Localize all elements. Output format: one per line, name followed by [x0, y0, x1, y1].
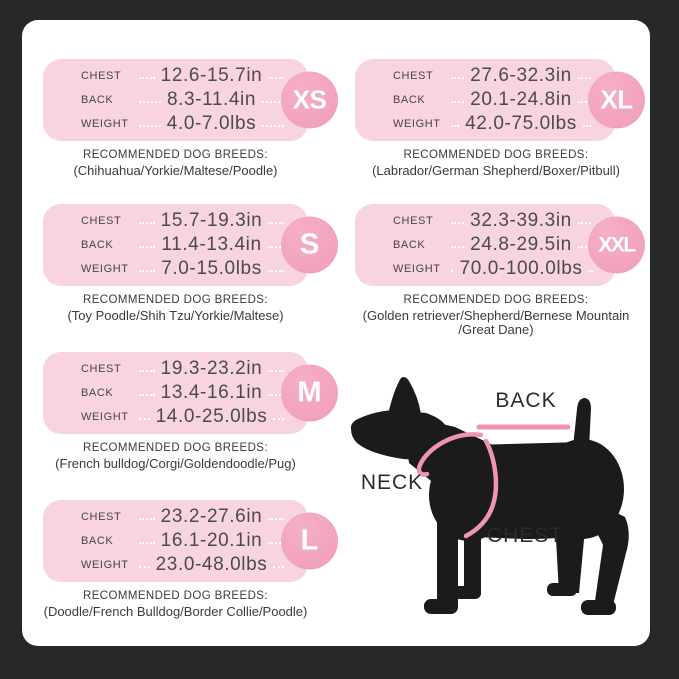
- back-value: 13.4-16.1in: [155, 382, 269, 404]
- weight-label: WEIGHT: [81, 118, 139, 130]
- leader-dots: [139, 566, 150, 568]
- chest-label: CHEST: [81, 215, 139, 227]
- weight-value: 42.0-75.0lbs: [459, 113, 583, 135]
- weight-label: WEIGHT: [81, 263, 139, 275]
- weight-label: WEIGHT: [393, 118, 451, 130]
- leader-dots: [268, 518, 284, 520]
- size-badge-l: L: [281, 513, 338, 570]
- leader-dots: [578, 77, 591, 79]
- chest-value: 15.7-19.3in: [155, 210, 269, 232]
- breeds-block: [27, 293, 324, 323]
- back-row: [393, 90, 591, 111]
- size-card-s: [43, 204, 320, 286]
- chest-label: CHEST: [81, 511, 139, 523]
- size-badge-xl: XL: [588, 72, 645, 129]
- leader-dots: [262, 125, 284, 127]
- weight-label: WEIGHT: [81, 411, 139, 423]
- breeds-list: (Golden retriever/Shepherd/Bernese Mountain /Great Dane): [362, 308, 630, 337]
- back-value: 16.1-20.1in: [155, 530, 269, 552]
- leader-dots: [578, 222, 591, 224]
- chest-label: CHEST: [393, 215, 451, 227]
- back-label: BACK: [81, 535, 139, 547]
- leader-dots: [139, 246, 155, 248]
- weight-value: 14.0-25.0lbs: [150, 406, 274, 428]
- size-card-xl: [355, 59, 633, 141]
- breeds-block: [27, 148, 324, 178]
- size-section-xxl: [355, 204, 635, 337]
- breeds-heading: RECOMMENDED DOG BREEDS:: [83, 442, 268, 454]
- chest-label: CHEST: [81, 70, 139, 82]
- back-row: [81, 235, 284, 256]
- size-badge-m: M: [281, 365, 338, 422]
- leader-dots: [451, 77, 464, 79]
- chest-label: CHEST: [393, 70, 451, 82]
- breeds-list: (Chihuahua/Yorkie/Maltese/Poodle): [73, 163, 278, 178]
- weight-value: 70.0-100.0lbs: [454, 258, 589, 280]
- breeds-block: [347, 148, 645, 178]
- chest-value: 32.3-39.3in: [464, 210, 578, 232]
- size-section-m: [43, 352, 322, 471]
- size-badge-xxl: XXL: [588, 217, 645, 274]
- leader-dots: [139, 542, 155, 544]
- leader-dots: [273, 418, 284, 420]
- back-row: [81, 531, 284, 552]
- breeds-block: [27, 441, 324, 471]
- weight-row: [81, 259, 284, 280]
- weight-value: 7.0-15.0lbs: [155, 258, 268, 280]
- breeds-heading: RECOMMENDED DOG BREEDS:: [83, 590, 268, 602]
- back-label: BACK: [81, 239, 139, 251]
- back-diagram-label: BACK: [495, 389, 557, 412]
- leader-dots: [268, 370, 284, 372]
- leader-dots: [268, 222, 284, 224]
- leader-dots: [268, 270, 284, 272]
- size-badge-s: S: [281, 217, 338, 274]
- leader-dots: [139, 394, 155, 396]
- leader-dots: [273, 566, 284, 568]
- weight-row: [81, 114, 284, 135]
- chest-label: CHEST: [81, 363, 139, 375]
- weight-row: [81, 555, 284, 576]
- breeds-list: (Doodle/French Bulldog/Border Collie/Poodle): [43, 604, 308, 619]
- breeds-list: (French bulldog/Corgi/Goldendoodle/Pug): [55, 456, 296, 471]
- leader-dots: [139, 77, 155, 79]
- leader-dots: [583, 125, 591, 127]
- weight-value: 23.0-48.0lbs: [150, 554, 274, 576]
- weight-row: [81, 407, 284, 428]
- leader-dots: [451, 246, 464, 248]
- back-value: 11.4-13.4in: [155, 234, 267, 256]
- size-card-l: [43, 500, 319, 582]
- breeds-list: (Toy Poodle/Shih Tzu/Yorkie/Maltese): [67, 308, 284, 323]
- leader-dots: [139, 270, 155, 272]
- breeds-heading: RECOMMENDED DOG BREEDS:: [403, 149, 589, 161]
- breeds-heading: RECOMMENDED DOG BREEDS:: [83, 149, 268, 161]
- chest-row: [393, 66, 591, 87]
- leader-dots: [268, 77, 284, 79]
- size-card-xs: [43, 59, 327, 141]
- back-label: BACK: [81, 387, 139, 399]
- breeds-block: [27, 589, 324, 619]
- back-row: [81, 383, 284, 404]
- size-card-m: [43, 352, 322, 434]
- chest-row: [81, 211, 284, 232]
- back-label: BACK: [393, 239, 451, 251]
- back-value: 20.1-24.8in: [464, 89, 578, 111]
- back-row: [81, 90, 284, 111]
- leader-dots: [451, 222, 464, 224]
- back-row: [393, 235, 591, 256]
- weight-value: 4.0-7.0lbs: [161, 113, 262, 135]
- back-value: 8.3-11.4in: [161, 89, 262, 111]
- weight-row: [393, 114, 591, 135]
- chest-row: [81, 507, 284, 528]
- leader-dots: [451, 125, 459, 127]
- breeds-heading: RECOMMENDED DOG BREEDS:: [403, 294, 589, 306]
- chest-value: 12.6-15.7in: [155, 65, 269, 87]
- chest-row: [81, 359, 284, 380]
- chest-row: [81, 66, 284, 87]
- white-panel: [22, 20, 650, 646]
- size-section-s: [43, 204, 320, 323]
- leader-dots: [588, 270, 591, 272]
- back-value: 24.8-29.5in: [464, 234, 578, 256]
- leader-dots: [139, 222, 155, 224]
- back-label: BACK: [393, 94, 451, 106]
- chest-value: 27.6-32.3in: [464, 65, 578, 87]
- leader-dots: [139, 370, 155, 372]
- weight-row: [393, 259, 591, 280]
- breeds-block: [347, 293, 645, 337]
- leader-dots: [451, 101, 464, 103]
- chest-row: [393, 211, 591, 232]
- weight-label: WEIGHT: [393, 263, 451, 275]
- leader-dots: [139, 518, 155, 520]
- size-section-xl: [355, 59, 633, 178]
- dog-measurement-diagram: [345, 365, 645, 655]
- breeds-list: (Labrador/German Shepherd/Boxer/Pitbull): [372, 163, 620, 178]
- leader-dots: [139, 101, 161, 103]
- size-section-l: [43, 500, 319, 619]
- weight-label: WEIGHT: [81, 559, 139, 571]
- size-card-xxl: [355, 204, 635, 286]
- neck-diagram-label: NECK: [360, 471, 424, 494]
- back-label: BACK: [81, 94, 139, 106]
- chest-diagram-label: CHEST: [486, 524, 564, 547]
- size-section-xs: [43, 59, 327, 178]
- breeds-heading: RECOMMENDED DOG BREEDS:: [83, 294, 268, 306]
- size-badge-xs: XS: [281, 72, 338, 129]
- leader-dots: [139, 418, 150, 420]
- leader-dots: [139, 125, 161, 127]
- chest-value: 19.3-23.2in: [155, 358, 269, 380]
- chest-value: 23.2-27.6in: [155, 506, 269, 528]
